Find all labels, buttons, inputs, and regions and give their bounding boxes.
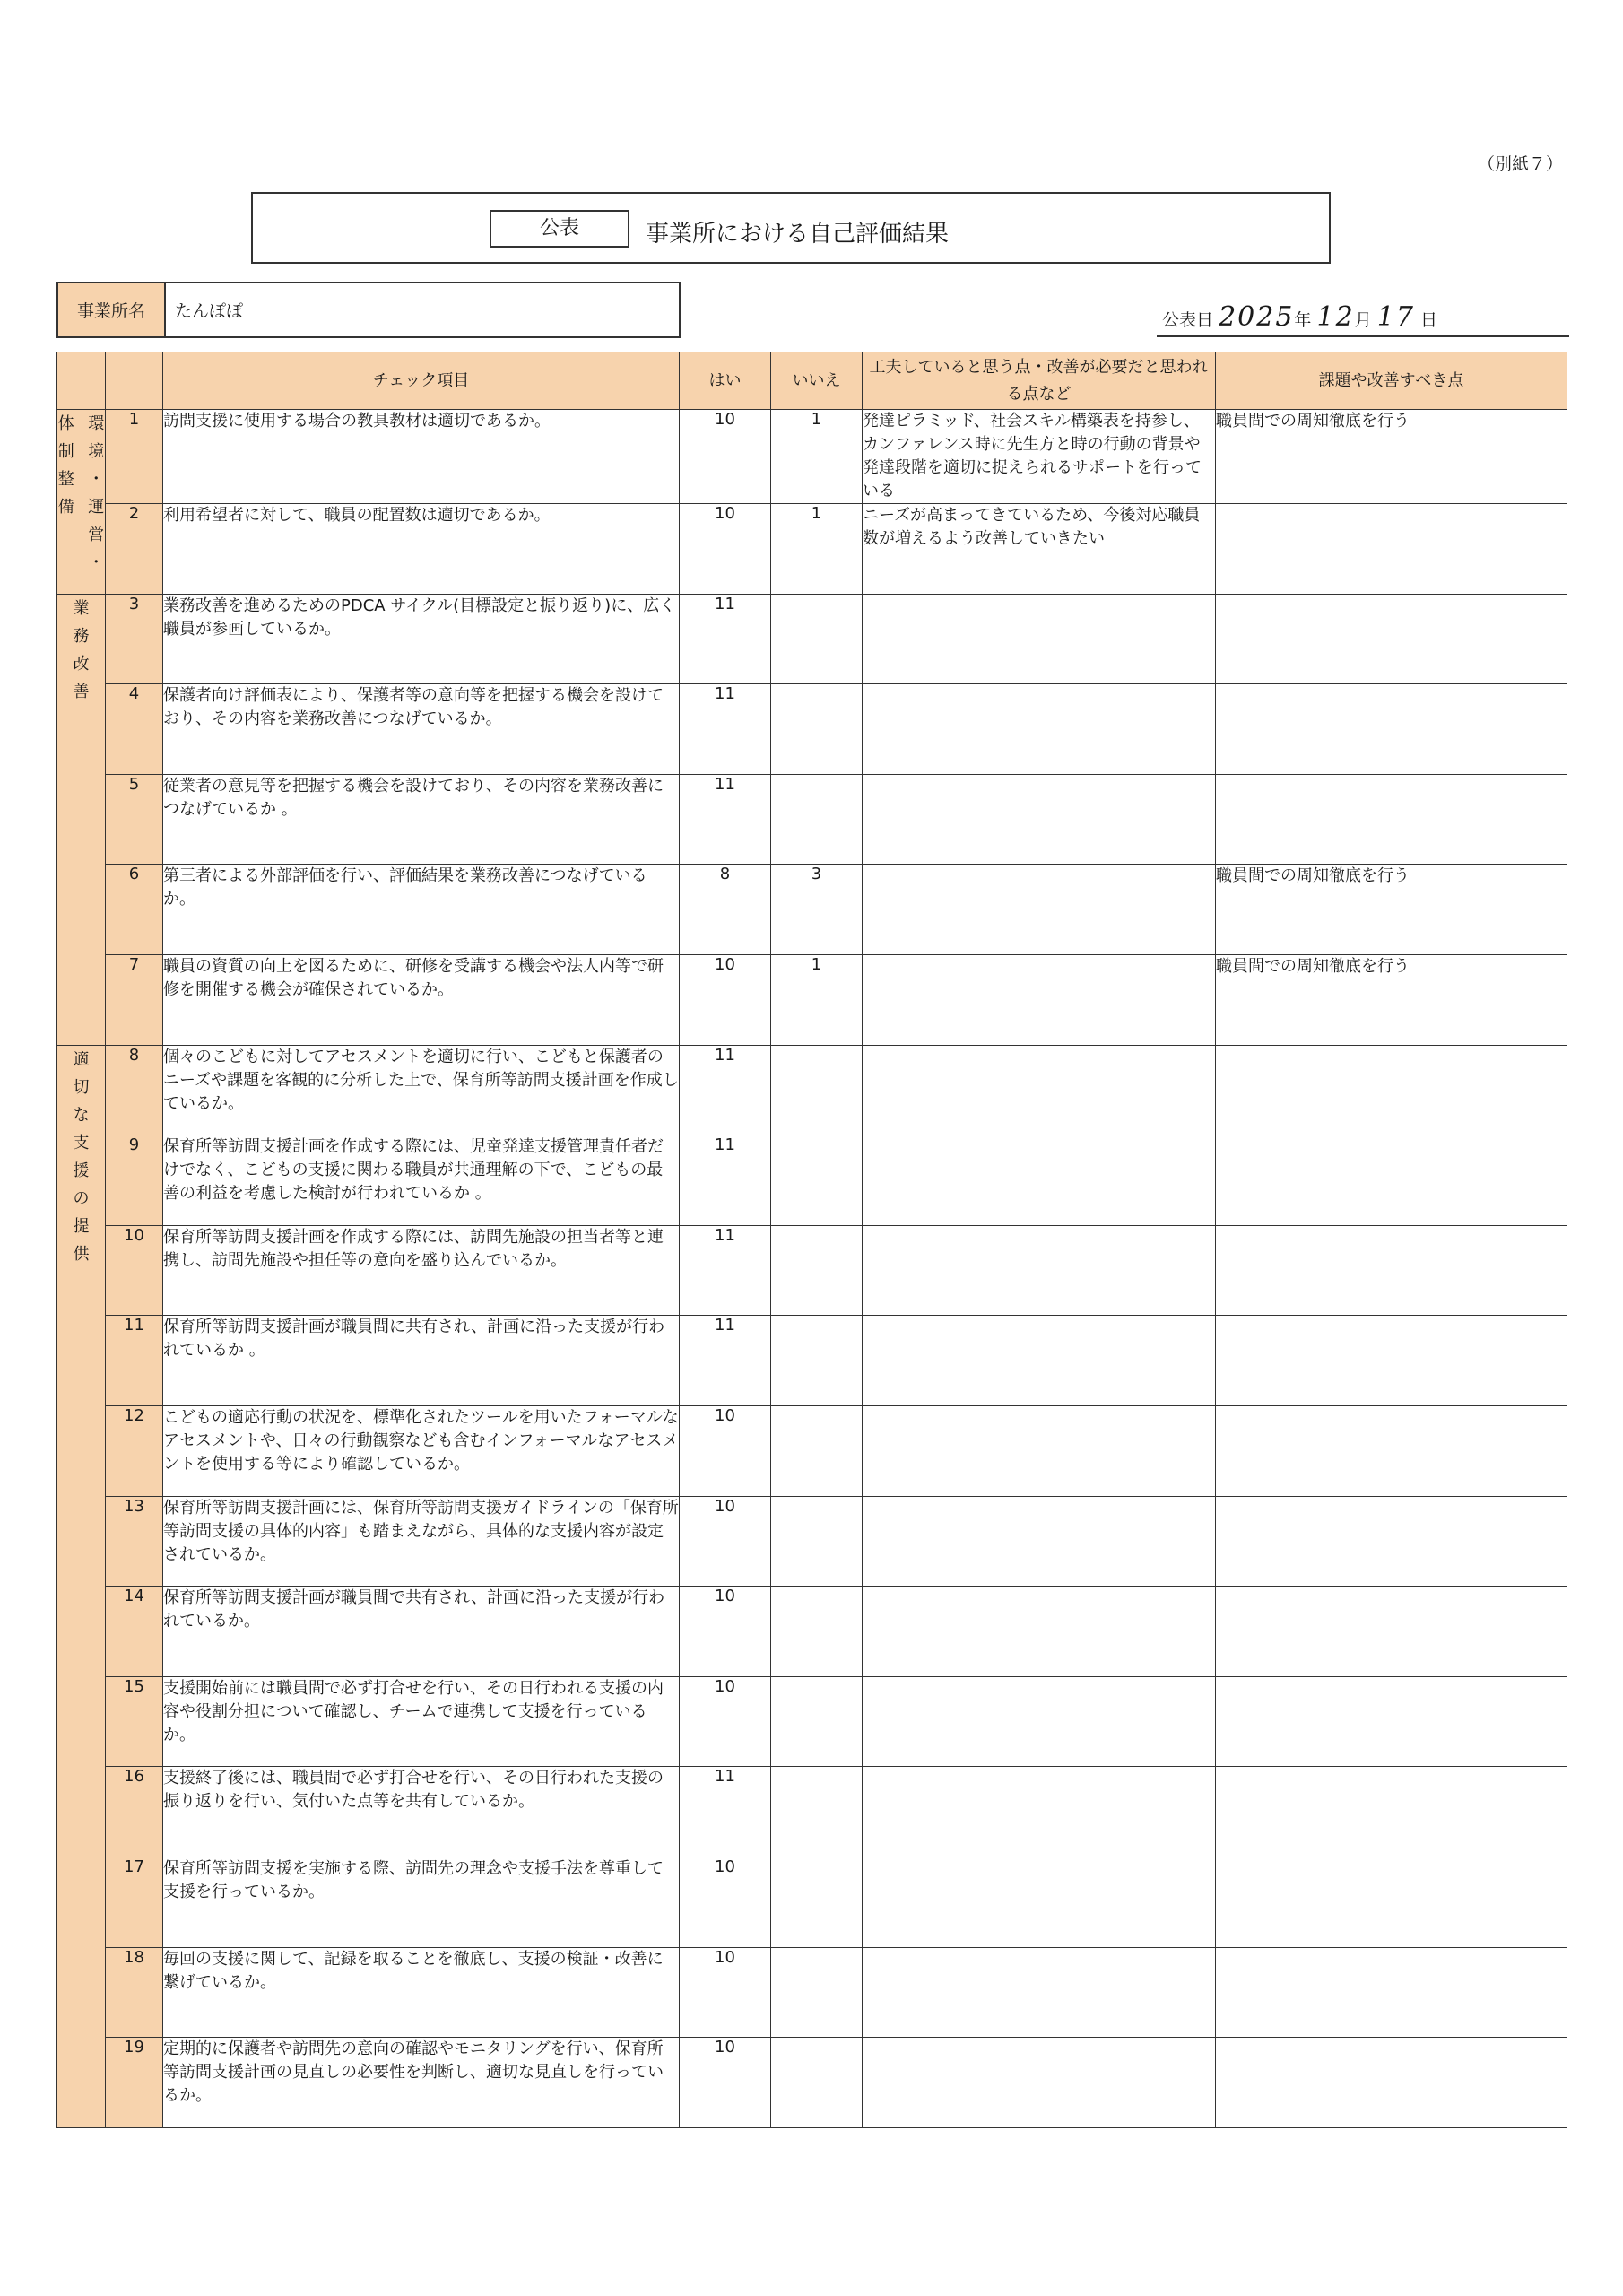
check-item: 保育所等訪問支援計画を作成する際には、訪問先施設の担当者等と連携し、訪問先施設や担任等の意向を盛り込んでいるか。	[163, 1225, 680, 1316]
no-count	[771, 1587, 863, 1677]
check-item: 個々のこどもに対してアセスメントを適切に行い、こどもと保護者のニーズや課題を客観的に分析した上で、保育所等訪問支援計画を作成しているか。	[163, 1045, 680, 1135]
table-row	[57, 1496, 1567, 1587]
table-row	[57, 1857, 1567, 1947]
effort-note	[863, 1587, 1216, 1677]
table-row	[57, 1225, 1567, 1316]
table-row	[57, 774, 1567, 865]
no-count	[771, 1767, 863, 1857]
check-item: 利用希望者に対して、職員の配置数は適切であるか。	[163, 504, 680, 595]
section-label-char: 援	[73, 1161, 90, 1180]
header-issues: 課題や改善すべき点	[1216, 352, 1567, 410]
table-row	[57, 1676, 1567, 1767]
check-item: 職員の資質の向上を図るために、研修を受講する機会や法人内等で研修を開催する機会が確保されているか。	[163, 954, 680, 1045]
title-box	[251, 192, 1331, 264]
office-name: たんぽぽ	[175, 301, 244, 321]
year-unit: 年	[1294, 310, 1312, 330]
check-item: 保育所等訪問支援計画が職員間で共有され、計画に沿った支援が行われているか。	[163, 1587, 680, 1677]
office-box	[56, 282, 681, 338]
no-count	[771, 1676, 863, 1767]
yes-count: 10	[680, 1676, 771, 1767]
check-item: 支援開始前には職員間で必ず打合せを行い、その日行われる支援の内容や役割分担について確認し、チームで連携して支援を行っているか。	[163, 1676, 680, 1767]
section-label-char: 整	[57, 470, 74, 489]
publication-month: 12	[1316, 301, 1355, 333]
table-row	[57, 1316, 1567, 1406]
yes-count: 10	[680, 1857, 771, 1947]
month-unit: 月	[1354, 310, 1372, 330]
public-label: 公表	[490, 210, 629, 248]
issue-note	[1216, 594, 1567, 684]
check-item: 保育所等訪問支援計画には、保育所等訪問支援ガイドラインの「保育所等訪問支援の具体的内容」も踏まえながら、具体的な支援内容が設定されているか。	[163, 1496, 680, 1587]
section-appropriate-support	[57, 1045, 106, 2127]
table-row	[57, 594, 1567, 684]
table-row	[57, 865, 1567, 955]
item-number: 4	[106, 684, 163, 775]
section-label	[72, 1046, 91, 1268]
section-label-char: 運	[88, 498, 105, 517]
effort-note	[863, 1767, 1216, 1857]
item-number: 18	[106, 1947, 163, 2038]
day-unit: 日	[1419, 310, 1437, 330]
section-label-char: 境	[88, 442, 105, 461]
section-label	[72, 595, 91, 706]
item-number: 3	[106, 594, 163, 684]
check-item: 業務改善を進めるためのPDCA サイクル(目標設定と振り返り)に、広く職員が参画しているか。	[163, 594, 680, 684]
no-count	[771, 1225, 863, 1316]
effort-note: 発達ピラミッド、社会スキル構築表を持参し、カンファレンス時に先生方と時の行動の背景や発達段階を適切に捉えられるサポートを行っている	[863, 410, 1216, 504]
section-label-char: 体	[57, 414, 74, 433]
yes-count: 10	[680, 410, 771, 504]
no-count: 3	[771, 865, 863, 955]
issue-note	[1216, 1676, 1567, 1767]
check-item: 訪問支援に使用する場合の教具教材は適切であるか。	[163, 410, 680, 504]
office-label: 事業所名	[58, 283, 166, 336]
header-section	[57, 352, 106, 410]
issue-note: 職員間での周知徹底を行う	[1216, 410, 1567, 504]
table-row	[57, 954, 1567, 1045]
yes-count: 10	[680, 1496, 771, 1587]
item-number: 5	[106, 774, 163, 865]
section-label-char: な	[73, 1105, 90, 1125]
check-item: 保育所等訪問支援計画が職員間に共有され、計画に沿った支援が行われているか 。	[163, 1316, 680, 1406]
table-row	[57, 1587, 1567, 1677]
self-evaluation-table	[56, 352, 1567, 2128]
publication-date	[1162, 301, 1437, 333]
yes-count: 11	[680, 594, 771, 684]
check-item: 保育所等訪問支援を実施する際、訪問先の理念や支援手法を尊重して支援を行っているか。	[163, 1857, 680, 1947]
no-count	[771, 2038, 863, 2128]
no-count	[771, 1496, 863, 1587]
issue-note	[1216, 1135, 1567, 1226]
publication-label: 公表日	[1162, 310, 1214, 330]
yes-count: 11	[680, 1316, 771, 1406]
issue-note: 職員間での周知徹底を行う	[1216, 865, 1567, 955]
yes-count: 10	[680, 2038, 771, 2128]
effort-note	[863, 594, 1216, 684]
issue-note	[1216, 1947, 1567, 2038]
item-number: 1	[106, 410, 163, 504]
effort-note: ニーズが高まってきているため、今後対応職員数が増えるよう改善していきたい	[863, 504, 1216, 595]
issue-note	[1216, 774, 1567, 865]
issue-note	[1216, 2038, 1567, 2128]
no-count	[771, 1045, 863, 1135]
item-number: 13	[106, 1496, 163, 1587]
section-label-char: 務	[73, 626, 90, 646]
section-label-char: 制	[57, 442, 74, 461]
yes-count: 10	[680, 1587, 771, 1677]
table-row	[57, 1045, 1567, 1135]
no-count	[771, 1857, 863, 1947]
header-effort: 工夫していると思う点・改善が必要だと思われる点など	[863, 352, 1216, 410]
item-number: 6	[106, 865, 163, 955]
check-item: 毎回の支援に関して、記録を取ることを徹底し、支援の検証・改善に繋げているか。	[163, 1947, 680, 2038]
table-row	[57, 504, 1567, 595]
effort-note	[863, 1405, 1216, 1496]
effort-note	[863, 774, 1216, 865]
issue-note	[1216, 1587, 1567, 1677]
no-count: 1	[771, 954, 863, 1045]
section-label-char: 提	[73, 1216, 90, 1236]
yes-count: 8	[680, 865, 771, 955]
yes-count: 10	[680, 1405, 771, 1496]
no-count: 1	[771, 410, 863, 504]
issue-note	[1216, 504, 1567, 595]
check-item: 従業者の意見等を把握する機会を設けており、その内容を業務改善につなげているか 。	[163, 774, 680, 865]
section-label-char: 切	[73, 1077, 90, 1097]
section-label	[57, 410, 75, 577]
section-label-char: 改	[73, 654, 90, 674]
issue-note	[1216, 1316, 1567, 1406]
effort-note	[863, 1496, 1216, 1587]
issue-note	[1216, 1225, 1567, 1316]
issue-note	[1216, 1767, 1567, 1857]
header-number	[106, 352, 163, 410]
table-row	[57, 2038, 1567, 2128]
item-number: 12	[106, 1405, 163, 1496]
header-item: チェック項目	[163, 352, 680, 410]
no-count	[771, 774, 863, 865]
section-business-improvement	[57, 594, 106, 1045]
yes-count: 11	[680, 684, 771, 775]
item-number: 8	[106, 1045, 163, 1135]
table-row	[57, 1947, 1567, 2038]
yes-count: 11	[680, 1135, 771, 1226]
no-count	[771, 1316, 863, 1406]
effort-note	[863, 1225, 1216, 1316]
check-item: 第三者による外部評価を行い、評価結果を業務改善につなげているか。	[163, 865, 680, 955]
issue-note: 職員間での周知徹底を行う	[1216, 954, 1567, 1045]
section-label-char: 業	[73, 598, 90, 618]
item-number: 14	[106, 1587, 163, 1677]
item-number: 10	[106, 1225, 163, 1316]
check-item: 保護者向け評価表により、保護者等の意向等を把握する機会を設けており、その内容を業務改善につなげているか。	[163, 684, 680, 775]
item-number: 16	[106, 1767, 163, 1857]
issue-note	[1216, 1045, 1567, 1135]
section-label-char: 供	[73, 1244, 90, 1264]
section-environment	[57, 410, 106, 595]
effort-note	[863, 684, 1216, 775]
effort-note	[863, 1947, 1216, 2038]
effort-note	[863, 1045, 1216, 1135]
effort-note	[863, 954, 1216, 1045]
yes-count: 11	[680, 1045, 771, 1135]
table-row	[57, 684, 1567, 775]
publication-year: 2025	[1219, 301, 1295, 333]
publication-day: 17	[1376, 301, 1415, 333]
section-label-char: 環	[88, 414, 105, 433]
table-header-row	[57, 352, 1567, 410]
check-item: こどもの適応行動の状況を、標準化されたツールを用いたフォーマルなアセスメントや、日々の行動観察なども含むインフォーマルなアセスメントを使用する等により確認しているか。	[163, 1405, 680, 1496]
table-row	[57, 1135, 1567, 1226]
section-label-char: 適	[73, 1049, 90, 1069]
no-count: 1	[771, 504, 863, 595]
section-label-char: ・	[88, 553, 105, 572]
publication-date-underline	[1157, 335, 1569, 337]
item-number: 11	[106, 1316, 163, 1406]
effort-note	[863, 1676, 1216, 1767]
item-number: 7	[106, 954, 163, 1045]
item-number: 17	[106, 1857, 163, 1947]
check-item: 保育所等訪問支援計画を作成する際には、児童発達支援管理責任者だけでなく、こどもの支援に関わる職員が共通理解の下で、こどもの最善の利益を考慮した検討が行われているか 。	[163, 1135, 680, 1226]
issue-note	[1216, 1857, 1567, 1947]
effort-note	[863, 1316, 1216, 1406]
issue-note	[1216, 1496, 1567, 1587]
section-label-char: 支	[73, 1133, 90, 1152]
issue-note	[1216, 684, 1567, 775]
yes-count: 10	[680, 504, 771, 595]
item-number: 15	[106, 1676, 163, 1767]
attachment-label: （別紙７）	[1478, 154, 1564, 174]
effort-note	[863, 2038, 1216, 2128]
no-count	[771, 1405, 863, 1496]
effort-note	[863, 865, 1216, 955]
yes-count: 11	[680, 774, 771, 865]
table-row	[57, 1405, 1567, 1496]
section-label-char: の	[73, 1188, 90, 1208]
document-title: 事業所における自己評価結果	[646, 221, 950, 248]
no-count	[771, 684, 863, 775]
yes-count: 11	[680, 1767, 771, 1857]
table-row	[57, 1767, 1567, 1857]
effort-note	[863, 1857, 1216, 1947]
table-row	[57, 410, 1567, 504]
section-label-char: ・	[88, 470, 105, 489]
header-no: いいえ	[771, 352, 863, 410]
section-label-char: 備	[57, 498, 74, 517]
check-item: 支援終了後には、職員間で必ず打合せを行い、その日行われた支援の振り返りを行い、気付いた点等を共有しているか。	[163, 1767, 680, 1857]
no-count	[771, 594, 863, 684]
effort-note	[863, 1135, 1216, 1226]
section-label-char: 営	[88, 526, 105, 544]
no-count	[771, 1947, 863, 2038]
no-count	[771, 1135, 863, 1226]
item-number: 2	[106, 504, 163, 595]
check-item: 定期的に保護者や訪問先の意向の確認やモニタリングを行い、保育所等訪問支援計画の見直しの必要性を判断し、適切な見直しを行っているか。	[163, 2038, 680, 2128]
yes-count: 11	[680, 1225, 771, 1316]
issue-note	[1216, 1405, 1567, 1496]
yes-count: 10	[680, 954, 771, 1045]
header-yes: はい	[680, 352, 771, 410]
yes-count: 10	[680, 1947, 771, 2038]
item-number: 19	[106, 2038, 163, 2128]
section-label	[88, 410, 106, 577]
item-number: 9	[106, 1135, 163, 1226]
section-label-char: 善	[73, 682, 90, 701]
